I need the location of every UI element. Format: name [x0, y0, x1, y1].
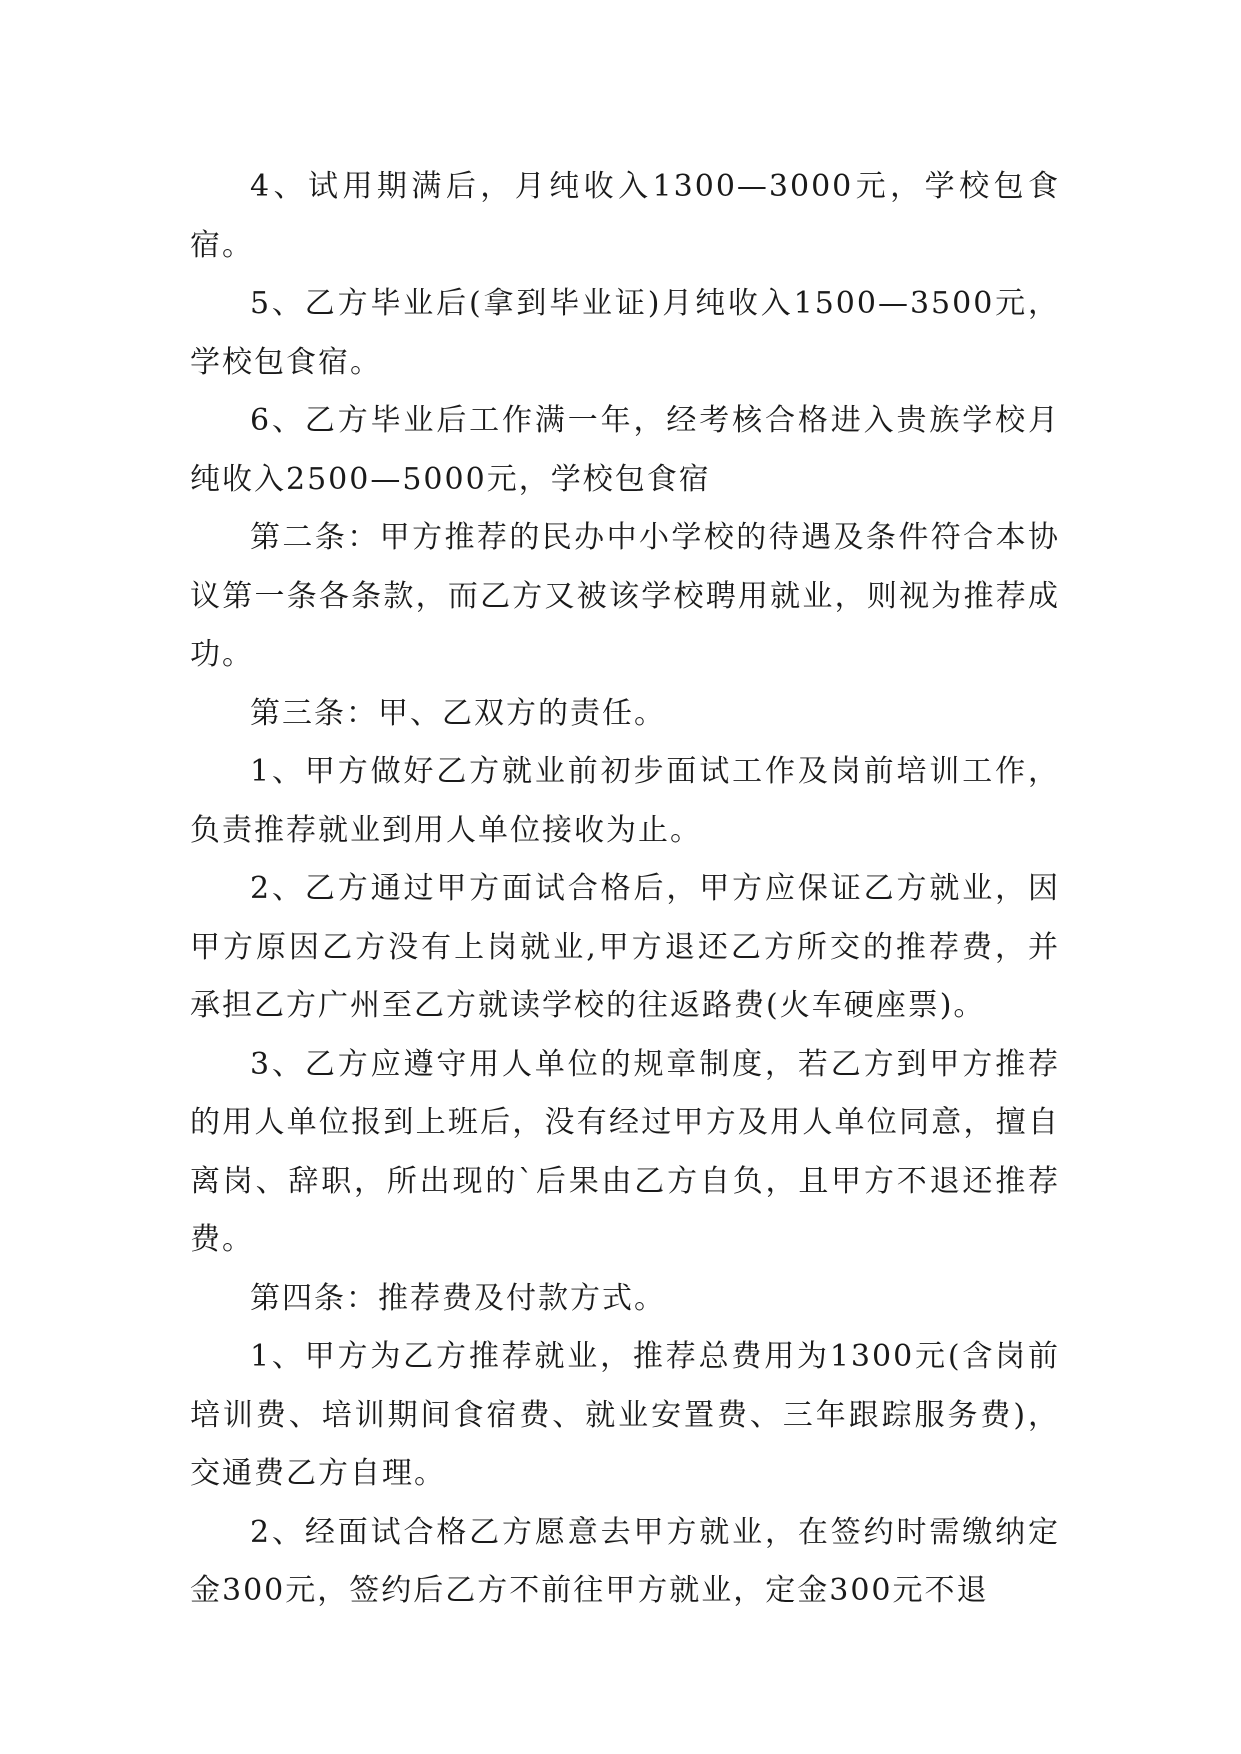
paragraph-item-5: 5、乙方毕业后(拿到毕业证)月纯收入1500—3500元，学校包食宿。 [190, 286, 1060, 380]
article-4-item-1: 1、甲方为乙方推荐就业，推荐总费用为1300元(含岗前培训费、培训期间食宿费、就业安置费、三年跟踪服务费)，交通费乙方自理。 [190, 1339, 1060, 1491]
article-2-paragraph: 第二条：甲方推荐的民办中小学校的待遇及条件符合本协议第一条各条款，而乙方又被该学校聘用就业，则视为推荐成功。 [190, 520, 1060, 672]
paragraph-item-6: 6、乙方毕业后工作满一年，经考核合格进入贵族学校月纯收入2500—5000元，学校包食宿 [190, 403, 1060, 497]
article-4-item-2: 2、经面试合格乙方愿意去甲方就业，在签约时需缴纳定金300元，签约后乙方不前往甲方就业，定金300元不退 [190, 1514, 1060, 1608]
article-3-item-3: 3、乙方应遵守用人单位的规章制度，若乙方到甲方推荐的用人单位报到上班后，没有经过甲方及用人单位同意，擅自离岗、辞职，所出现的`后果由乙方自负，且甲方不退还推荐费。 [190, 1046, 1060, 1257]
article-3-item-2: 2、乙方通过甲方面试合格后，甲方应保证乙方就业，因甲方原因乙方没有上岗就业,甲方退还乙方所交的推荐费，并承担乙方广州至乙方就读学校的往返路费(火车硬座票)。 [190, 871, 1060, 1023]
paragraph-item-4: 4、试用期满后，月纯收入1300—3000元，学校包食宿。 [190, 169, 1060, 263]
article-3-heading: 第三条：甲、乙双方的责任。 [250, 695, 666, 731]
document-body [190, 158, 1060, 1621]
article-3-item-1: 1、甲方做好乙方就业前初步面试工作及岗前培训工作，负责推荐就业到用人单位接收为止。 [190, 754, 1060, 848]
article-4-heading: 第四条：推荐费及付款方式。 [250, 1280, 666, 1316]
